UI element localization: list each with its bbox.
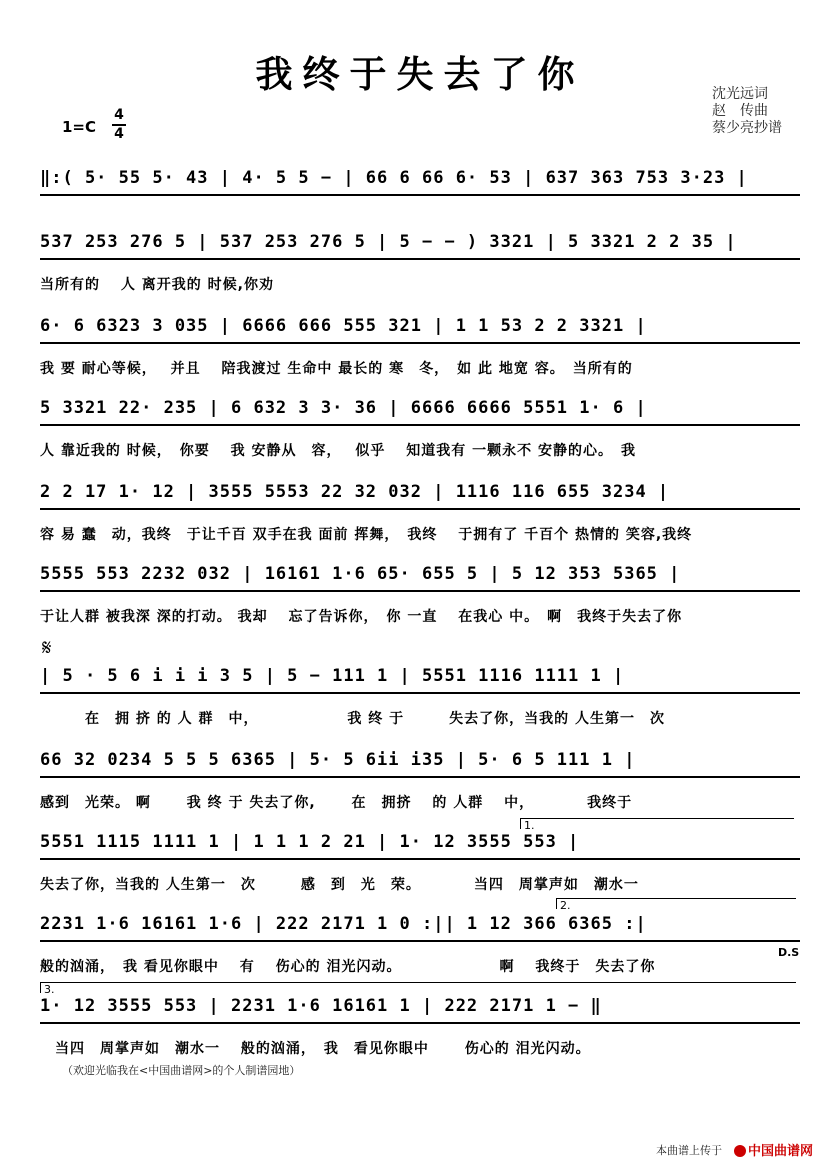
lyrics-line: 般的汹涌， 我 看见你眼中 有 伤心的 泪光闪动。 啊 我终于 失去了你 [40, 959, 656, 975]
lyrics-line: 于让人群 被我深 深的打动。 我却 忘了告诉你， 你 一直 在我心 中。 啊 我终于失去了你 [40, 609, 683, 625]
ds-mark: D.S [778, 946, 800, 959]
page-title: 我终于失去了你 [255, 53, 585, 96]
score-line [40, 666, 802, 732]
score-line [40, 996, 802, 1062]
lyrics-line: 当所有的 人 离开我的 时候,你劝 [40, 277, 274, 293]
notation-line: 6· 6 6323 3 035 | 6666 666 555 321 | 1 1 53 2 2 3321 | [40, 316, 647, 336]
volta-3: 3. [40, 982, 796, 993]
beam-underline [40, 508, 800, 510]
beam-underline [40, 424, 800, 426]
beam-underline [40, 342, 800, 344]
key-signature: 1=C [62, 118, 97, 136]
credits [712, 86, 782, 137]
volta-1: 1. [520, 818, 794, 829]
volta-2: 2. [556, 898, 796, 909]
notation-line: 5555 553 2232 032 | 16161 1·6 65· 655 5 | 5 12 353 5365 | [40, 564, 681, 584]
notation-line: 2 2 17 1· 12 | 3555 5553 22 32 032 | 1116 116 655 3234 | [40, 482, 670, 502]
notation-line: 1· 12 3555 553 | 2231 1·6 16161 1 | 222 2171 1 − ‖ [40, 996, 602, 1016]
beam-underline [40, 258, 800, 260]
composer: 赵 传曲 [712, 103, 768, 119]
site-logo [734, 1140, 813, 1159]
score-line [40, 168, 802, 234]
beam-underline [40, 1022, 800, 1024]
lyrics-line: 我 要 耐心等候， 并且 陪我渡过 生命中 最长的 寒 冬， 如 此 地宽 容。 当所有的 [40, 361, 633, 377]
score-line [40, 482, 802, 548]
beam-underline [40, 940, 800, 942]
notation-line: 537 253 276 5 | 537 253 276 5 | 5 − − ) 3321 | 5 3321 2 2 35 | [40, 232, 737, 252]
score-line [40, 750, 802, 816]
footnote: （欢迎光临我在<中国曲谱网>的个人制谱园地） [62, 1064, 301, 1077]
lyrics-line: 感到 光荣。 啊 我 终 于 失去了你, 在 拥挤 的 人群 中， 我终于 [40, 795, 633, 811]
lyrics-line: 在 拥 挤 的 人 群 中， 我 终 于 失去了你，当我的 人生第一 次 [40, 711, 665, 727]
beam-underline [40, 692, 800, 694]
lyricist: 沈光远词 [712, 86, 768, 102]
notation-line: 5 3321 22· 235 | 6 632 3 3· 36 | 6666 6666 5551 1· 6 | [40, 398, 647, 418]
lyrics-line: 容 易 蠢 动，我终 于让千百 双手在我 面前 挥舞， 我终 于拥有了 千百个 热情的 笑容,我终 [40, 527, 693, 543]
notation-line: 2231 1·6 16161 1·6 | 222 2171 1 0 :|| 1 12 366 6365 :| [40, 914, 647, 934]
score-line [40, 316, 802, 382]
notation-line: 5551 1115 1111 1 | 1 1 1 2 21 | 1· 12 3555 553 | [40, 832, 580, 852]
beam-underline [40, 194, 800, 196]
segno-icon: 𝄋 [42, 636, 52, 661]
site-logo-text: 中国曲谱网 [748, 1144, 814, 1159]
notation-line: 66 32 0234 5 5 5 6365 | 5· 5 6ii i35 | 5· 6 5 111 1 | [40, 750, 636, 770]
notation-line: | 5 · 5 6 i i i 3 5 | 5 − 111 1 | 5551 1116 1111 1 | [40, 666, 625, 686]
lyrics-line: 人 靠近我的 时候， 你要 我 安静从 容， 似乎 知道我有 一颗永不 安静的心。 我 [40, 443, 636, 459]
logo-icon [734, 1145, 746, 1157]
time-signature [112, 108, 126, 142]
lyrics-line: 当四 周掌声如 潮水一 般的汹涌， 我 看见你眼中 伤心的 泪光闪动。 [40, 1041, 591, 1057]
transcriber: 蔡少亮抄谱 [712, 120, 782, 136]
upload-note: 本曲谱上传于 [656, 1144, 722, 1157]
score-line [40, 832, 802, 898]
notation-line: ‖:( 5· 55 5· 43 | 4· 5 5 − | 66 6 66 6· 53 | 637 363 753 3·23 | [40, 168, 748, 188]
beam-underline [40, 776, 800, 778]
beam-underline [40, 590, 800, 592]
beam-underline [40, 858, 800, 860]
time-signature-bottom: 4 [114, 126, 124, 142]
score-line [40, 564, 802, 630]
score-line [40, 914, 802, 980]
score-line [40, 398, 802, 464]
score-line [40, 232, 802, 298]
lyrics-line [40, 210, 802, 230]
lyrics-line: 失去了你，当我的 人生第一 次 感 到 光 荣。 当四 周掌声如 潮水一 [40, 877, 639, 893]
time-signature-top: 4 [114, 107, 124, 123]
